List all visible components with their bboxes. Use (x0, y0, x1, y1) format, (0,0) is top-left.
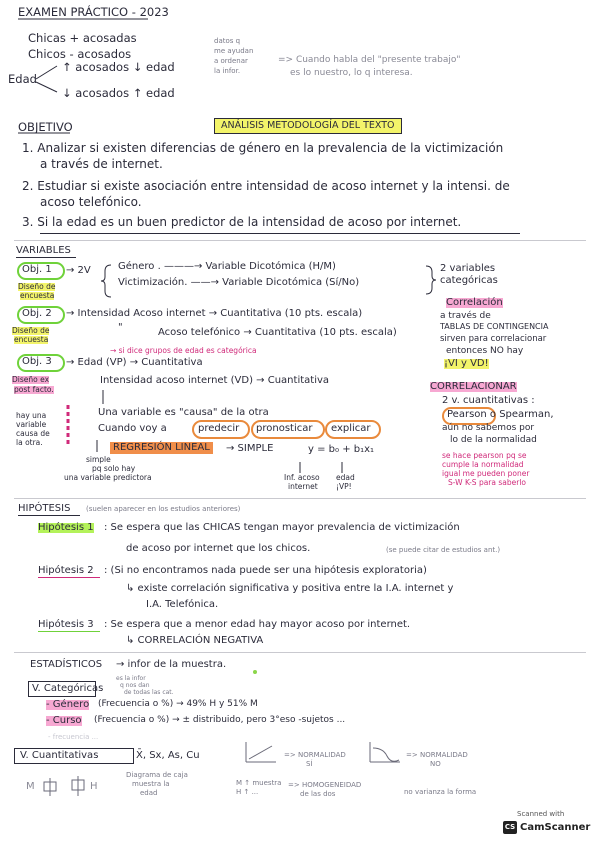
analisis-banner: ANÁLISIS METODOLOGÍA DEL TEXTO (214, 118, 402, 134)
cat-note-1: es la infor (116, 675, 146, 682)
badge-line2: CamScanner (520, 822, 591, 833)
side-note-2: me ayudan (214, 47, 254, 55)
intens-vd-line: Intensidad acoso internet (VD) → Cuantitativa (100, 375, 330, 386)
divider-3 (14, 652, 586, 653)
chicos-note: Chicos - acosados (28, 47, 132, 61)
edad-vp-line: → Edad (VP) → Cuantitativa (66, 357, 203, 368)
objetivo-label: OBJETIVO (18, 120, 73, 134)
aun-2: lo de la normalidad (450, 435, 537, 445)
hipotesis-note: (suelen aparecer en los estudios anteriores) (86, 505, 241, 513)
cuant-label: V. Cuantitativas (20, 750, 99, 761)
h2-label: Hipótesis 2 (38, 565, 94, 576)
simple-note-2: pq solo hay (92, 464, 136, 473)
edad-vi-1: edad (336, 473, 355, 482)
h-label: H (90, 781, 98, 792)
hipotesis-label: HIPÓTESIS (18, 503, 71, 514)
page-title: EXAMEN PRÁCTICO - 2023 (18, 5, 169, 19)
chicas-note: Chicas + acosadas (28, 31, 137, 45)
hay-2: variable (16, 420, 47, 429)
h3-text-b: ↳ CORRELACIÓN NEGATIVA (126, 635, 264, 646)
faint-note: - frecuencia ... (48, 733, 99, 741)
side-note-3: a ordenar (214, 57, 248, 65)
h3-underline (38, 631, 100, 632)
h1-label: Hipótesis 1 (38, 522, 94, 533)
corr-note-3: sirven para correlacionar (440, 334, 547, 344)
normalidad-si-1: => NORMALIDAD (284, 751, 346, 759)
pink-right-2: cumple la normalidad (442, 460, 524, 469)
cuando-note-2: es lo nuestro, lo q interesa. (290, 68, 413, 78)
cuando-note: => Cuando habla del "presente trabajo" (278, 55, 461, 65)
genero-rest: (Frecuencia o %) → 49% H y 51% M (98, 699, 258, 709)
divider-1 (14, 240, 586, 241)
homogeneidad-2: de las dos (300, 790, 336, 798)
diseno2-b: encuesta (14, 335, 49, 344)
badge-line1: Scanned with (517, 810, 565, 818)
obj1-label: Obj. 1 (22, 264, 52, 275)
simple-note-3: una variable predictora (64, 473, 152, 482)
normalidad-no-1: => NORMALIDAD (406, 751, 468, 759)
m-label: M (26, 781, 35, 792)
correlacion-label: Correlación (446, 297, 503, 308)
h2-text: : (Si no encontramos nada puede ser una hipótesis exploratoria) (104, 565, 427, 576)
variables-underline (16, 257, 76, 258)
obj3-label: Obj. 3 (22, 356, 52, 367)
corr-note-2: TABLAS DE CONTINGENCIA (440, 322, 549, 331)
normalidad-no-2: NO (430, 760, 441, 768)
hay-3: causa de (16, 429, 50, 438)
objetivo-3-underline (40, 233, 520, 234)
victimizacion-line: Victimización. ——→ Variable Dicotómica (Sí/No) (118, 277, 360, 288)
cuant-stats: X̄, Sx, As, Cu (136, 750, 200, 761)
normalidad-si-2: SÍ (306, 760, 313, 768)
objetivo-1b: a través de internet. (40, 157, 163, 171)
pink-right-3: igual me pueden poner (442, 469, 530, 478)
m-muestra-2: H ↑ ... (236, 788, 259, 796)
edad-down-note: ↓ acosados ↑ edad (62, 86, 175, 100)
dos-cuant: 2 v. cuantitativas : (442, 395, 535, 406)
estadisticos-desc: → infor de la muestra. (116, 659, 227, 670)
regression-formula: y = b₀ + b₁x₁ (308, 444, 375, 455)
predecir-word: predecir (198, 423, 240, 434)
quote-mark: " (118, 322, 123, 333)
corr-note-5: ¡VI y VD! (444, 358, 489, 369)
acoso-tel-line: Acoso telefónico → Cuantitativa (10 pts. escala) (158, 327, 397, 338)
h1-note: (se puede citar de estudios ant.) (386, 546, 501, 554)
hay-1: hay una (16, 411, 47, 420)
h2-underline (38, 577, 100, 578)
aun-1: aún no sabemos por (442, 423, 535, 433)
cat-note-2: q nos dan (120, 682, 150, 689)
cat-note-3: de todas las cat. (124, 689, 174, 696)
variables-label: VARIABLES (16, 245, 71, 256)
diseno2-a: Diseño de (12, 326, 50, 335)
cat-label: V. Categóricas (32, 683, 104, 694)
dos-vars-2: categóricas (440, 275, 498, 286)
camscanner-logo-icon: CS (503, 821, 517, 834)
obj2-label: Obj. 2 (22, 308, 52, 319)
diagrama-2: muestra la (132, 780, 170, 788)
estadisticos-label: ESTADÍSTICOS (30, 659, 103, 670)
causa-line: Una variable es "causa" de la otra (98, 407, 269, 418)
mismos-note: no varianza la forma (404, 788, 477, 796)
correlacionar-label: CORRELACIONAR (430, 381, 517, 392)
regresion-label: REGRESIÓN LINEAL (110, 442, 213, 454)
h1-text: : Se espera que las CHICAS tengan mayor prevalencia de victimización (104, 522, 460, 533)
h2-text-b: ↳ existe correlación significativa y positiva entre la I.A. internet y (126, 583, 454, 594)
corr-note-4: entonces NO hay (446, 346, 524, 356)
hipotesis-underline (18, 515, 80, 516)
intensidad-line: → Intensidad Acoso internet → Cuantitativa (10 pts. escala) (66, 308, 363, 319)
diseno1-b: encuesta (20, 291, 55, 300)
diseno1-a: Diseño de (18, 282, 56, 291)
v2-label: → 2V (66, 265, 91, 276)
edad-vi-2: ¡VP! (336, 482, 352, 491)
objetivo-2: 2. Estudiar si existe asociación entre intensidad de acoso internet y la intensi. de (22, 179, 510, 193)
pink-note: → si dice grupos de edad es categórica (110, 346, 257, 355)
inf-acoso-2: internet (288, 482, 318, 491)
corr-note-1: a través de (440, 311, 491, 321)
m-muestra-1: M ↑ muestra (236, 779, 282, 787)
side-note-1: datos q (214, 37, 241, 45)
explicar-word: explicar (331, 423, 371, 434)
edad-label: Edad (8, 72, 37, 86)
simple-arrow: → SIMPLE (226, 443, 274, 454)
cuando-voy: Cuando voy a (98, 423, 167, 434)
objetivo-3: 3. Si la edad es un buen predictor de la intensidad de acoso por internet. (22, 215, 462, 229)
diagrama-3: edad (140, 789, 158, 797)
objetivo-2b: acoso telefónico. (40, 195, 142, 209)
objetivo-1: 1. Analizar si existen diferencias de género en la prevalencia de la victimización (22, 141, 504, 155)
dos-vars-1: 2 variables (440, 263, 496, 274)
genero-line: Género . ———→ Variable Dicotómica (H/M) (118, 261, 336, 272)
inf-acoso-1: Inf. acoso (284, 473, 320, 482)
h3-label: Hipótesis 3 (38, 619, 94, 630)
pink-right-4: S-W K-S para saberlo (448, 478, 526, 487)
camscanner-badge (503, 810, 591, 838)
diseno3-a: Diseño ex (12, 375, 50, 384)
h3-text: : Se espera que a menor edad hay mayor acoso por internet. (104, 619, 411, 630)
h2-text-c: I.A. Telefónica. (146, 599, 219, 610)
hay-4: la otra. (16, 438, 43, 447)
h1-text-b: de acoso por internet que los chicos. (126, 543, 311, 554)
edad-up-note: ↑ acosados ↓ edad (62, 60, 175, 74)
pink-right-1: se hace pearson pq se (442, 451, 527, 460)
diseno3-b: post facto. (14, 385, 54, 394)
divider-2 (14, 498, 586, 499)
curso-label: - Curso (46, 715, 82, 726)
simple-note-1: simple (86, 455, 111, 464)
homogeneidad-1: => HOMOGENEIDAD (288, 781, 362, 789)
diagrama-1: Diagrama de caja (126, 771, 188, 779)
pronosticar-word: pronosticar (256, 423, 313, 434)
genero-label: - Género (46, 699, 90, 710)
pearson-line: Pearson o Spearman, (447, 409, 554, 420)
side-note-4: la infor. (214, 67, 241, 75)
curso-rest: (Frecuencia o %) → ± distribuido, pero 3°eso -sujetos ... (94, 715, 346, 725)
